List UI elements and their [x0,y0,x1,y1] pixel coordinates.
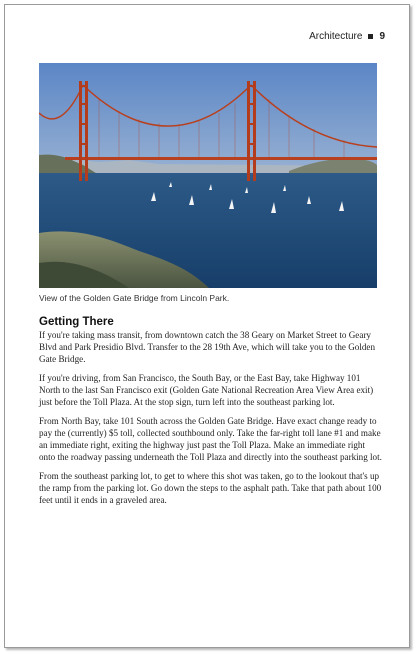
paragraph: From North Bay, take 101 South across the Golden Gate Bridge. Have exact change ready to pay the (currently) $5 toll, collected southbound only. Take the far-right toll lane #1 and make an immediate right, exiting the highway just past the Toll Plaza. Make an immediate right onto the roadway passing underneath the Toll Plaza and directly into the southeast parking lot. [39,416,382,462]
book-page [4,4,410,648]
body-text [39,329,383,513]
paragraph: From the southeast parking lot, to get to where this shot was taken, go to the lookout that's up the ramp from the parking lot. Go down the steps to the asphalt path. Take that path about 100 feet until it ends in a graveled area. [39,471,382,505]
bridge-photo [39,63,377,288]
photo-caption: View of the Golden Gate Bridge from Lincoln Park. [39,293,230,303]
paragraph: If you're taking mass transit, from downtown catch the 38 Geary on Market Street to Geary Blvd and Park Presidio Blvd. Transfer to the 28 19th Ave, which will take you to the Golden Gate Bridge. [39,330,376,364]
section-title: Architecture [309,31,363,42]
running-header [309,31,385,42]
square-bullet-icon [368,34,373,39]
section-heading: Getting There [39,316,114,328]
bridge-deck [65,157,377,160]
paragraph: If you're driving, from San Francisco, the South Bay, or the East Bay, take Highway 101 North to the last San Francisco exit (Golden Gate National Recreation Area View Area exit) just before the Toll Plaza. At the stop sign, turn left into the southeast parking lot. [39,373,374,407]
page-number: 9 [379,31,385,42]
